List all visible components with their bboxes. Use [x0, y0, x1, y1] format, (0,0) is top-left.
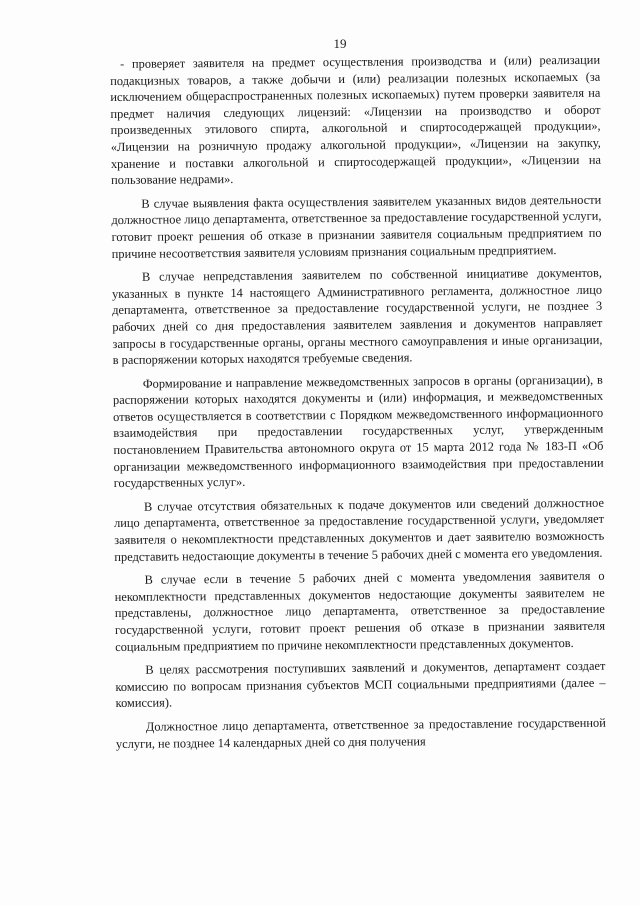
- paragraph-license-check: - проверяет заявителя на предмет осуществления производства и (или) реализации подакцизных товаров, а также добычи и (или) реализации полезных ископаемых (за исключением общераспространенных полезных ископаемых) путем проверки заявителя на предмет наличия следующих лицензий: «Лицензии на производство и оборот произведенных этилового спирта, алкогольной и спиртосодержащей продукции», «Лицензии на розничную продажу алкогольной продукции», «Лицензии на закупку, хранение и поставки алкогольной и спиртосодержащей продукции», «Лицензии на пользование недрами».: [110, 52, 601, 188]
- paragraph-incomplete-refusal: В случае если в течение 5 рабочих дней с момента уведомления заявителя о некомплектности представленных документов недостающие документы заявителем не представлены, должностное лицо департамента, ответственное за предоставление государственной услуги, готовит проект решения об отказе в признании заявителя социальным предприятием по причине некомплектности представленных документов.: [114, 568, 606, 654]
- paragraph-activity-detected: В случае выявления факта осуществления заявителем указанных видов деятельности должностное лицо департамента, ответственное за предоставление государственной услуги, готовит проект решения об отказе в признании заявителя социальным предприятием по причине несоответствия заявителя условиям признания социальным предприятием.: [111, 192, 602, 261]
- paragraph-request-procedure: Формирование и направление межведомственных запросов в органы (организации), в распоряжении которых находятся документы и (или) информация, и межведомственных ответов осуществляется в соответствии с Порядком межведомственного информационного взаимодействия при предоставлении государственных услуг, утвержденным постановлением Правительства автономного округа от 15 марта 2012 года № 183-П «Об организации межведомственного информационного взаимодействия при предоставлении государственных услуг».: [112, 372, 604, 491]
- paragraph-review-deadline: Должностное лицо департамента, ответственное за предоставление государственной услуги, не позднее 14 календарных дней со дня получения: [115, 715, 606, 751]
- document-body: [110, 52, 606, 759]
- paragraph-commission: В целях рассмотрения поступивших заявлений и документов, департамент создает комиссию по вопросам признания субъектов МСП социальными предприятиями (далее – комиссия).: [115, 658, 606, 711]
- paragraph-interagency-requests: В случае непредставления заявителем по собственной инициативе документов, указанных в пункте 14 настоящего Административного регламента, должностное лицо департамента, ответственное за предоставление государственной услуги, не позднее 3 рабочих дней со дня предоставления заявителем заявления и документов направляет запросы в государственные органы, органы местного самоуправления и иные организации, в распоряжении которых находятся требуемые сведения.: [112, 265, 603, 368]
- page-number: 19: [333, 36, 347, 51]
- paragraph-missing-documents: В случае отсутствия обязательных к подаче документов или сведений должностное лицо департамента, ответственное за предоставление государственной услуги, уведомляет заявителя о некомплектности представленных документов и дает заявителю возможность представить недостающие документы в течение 5 рабочих дней с момента его уведомления.: [114, 495, 605, 564]
